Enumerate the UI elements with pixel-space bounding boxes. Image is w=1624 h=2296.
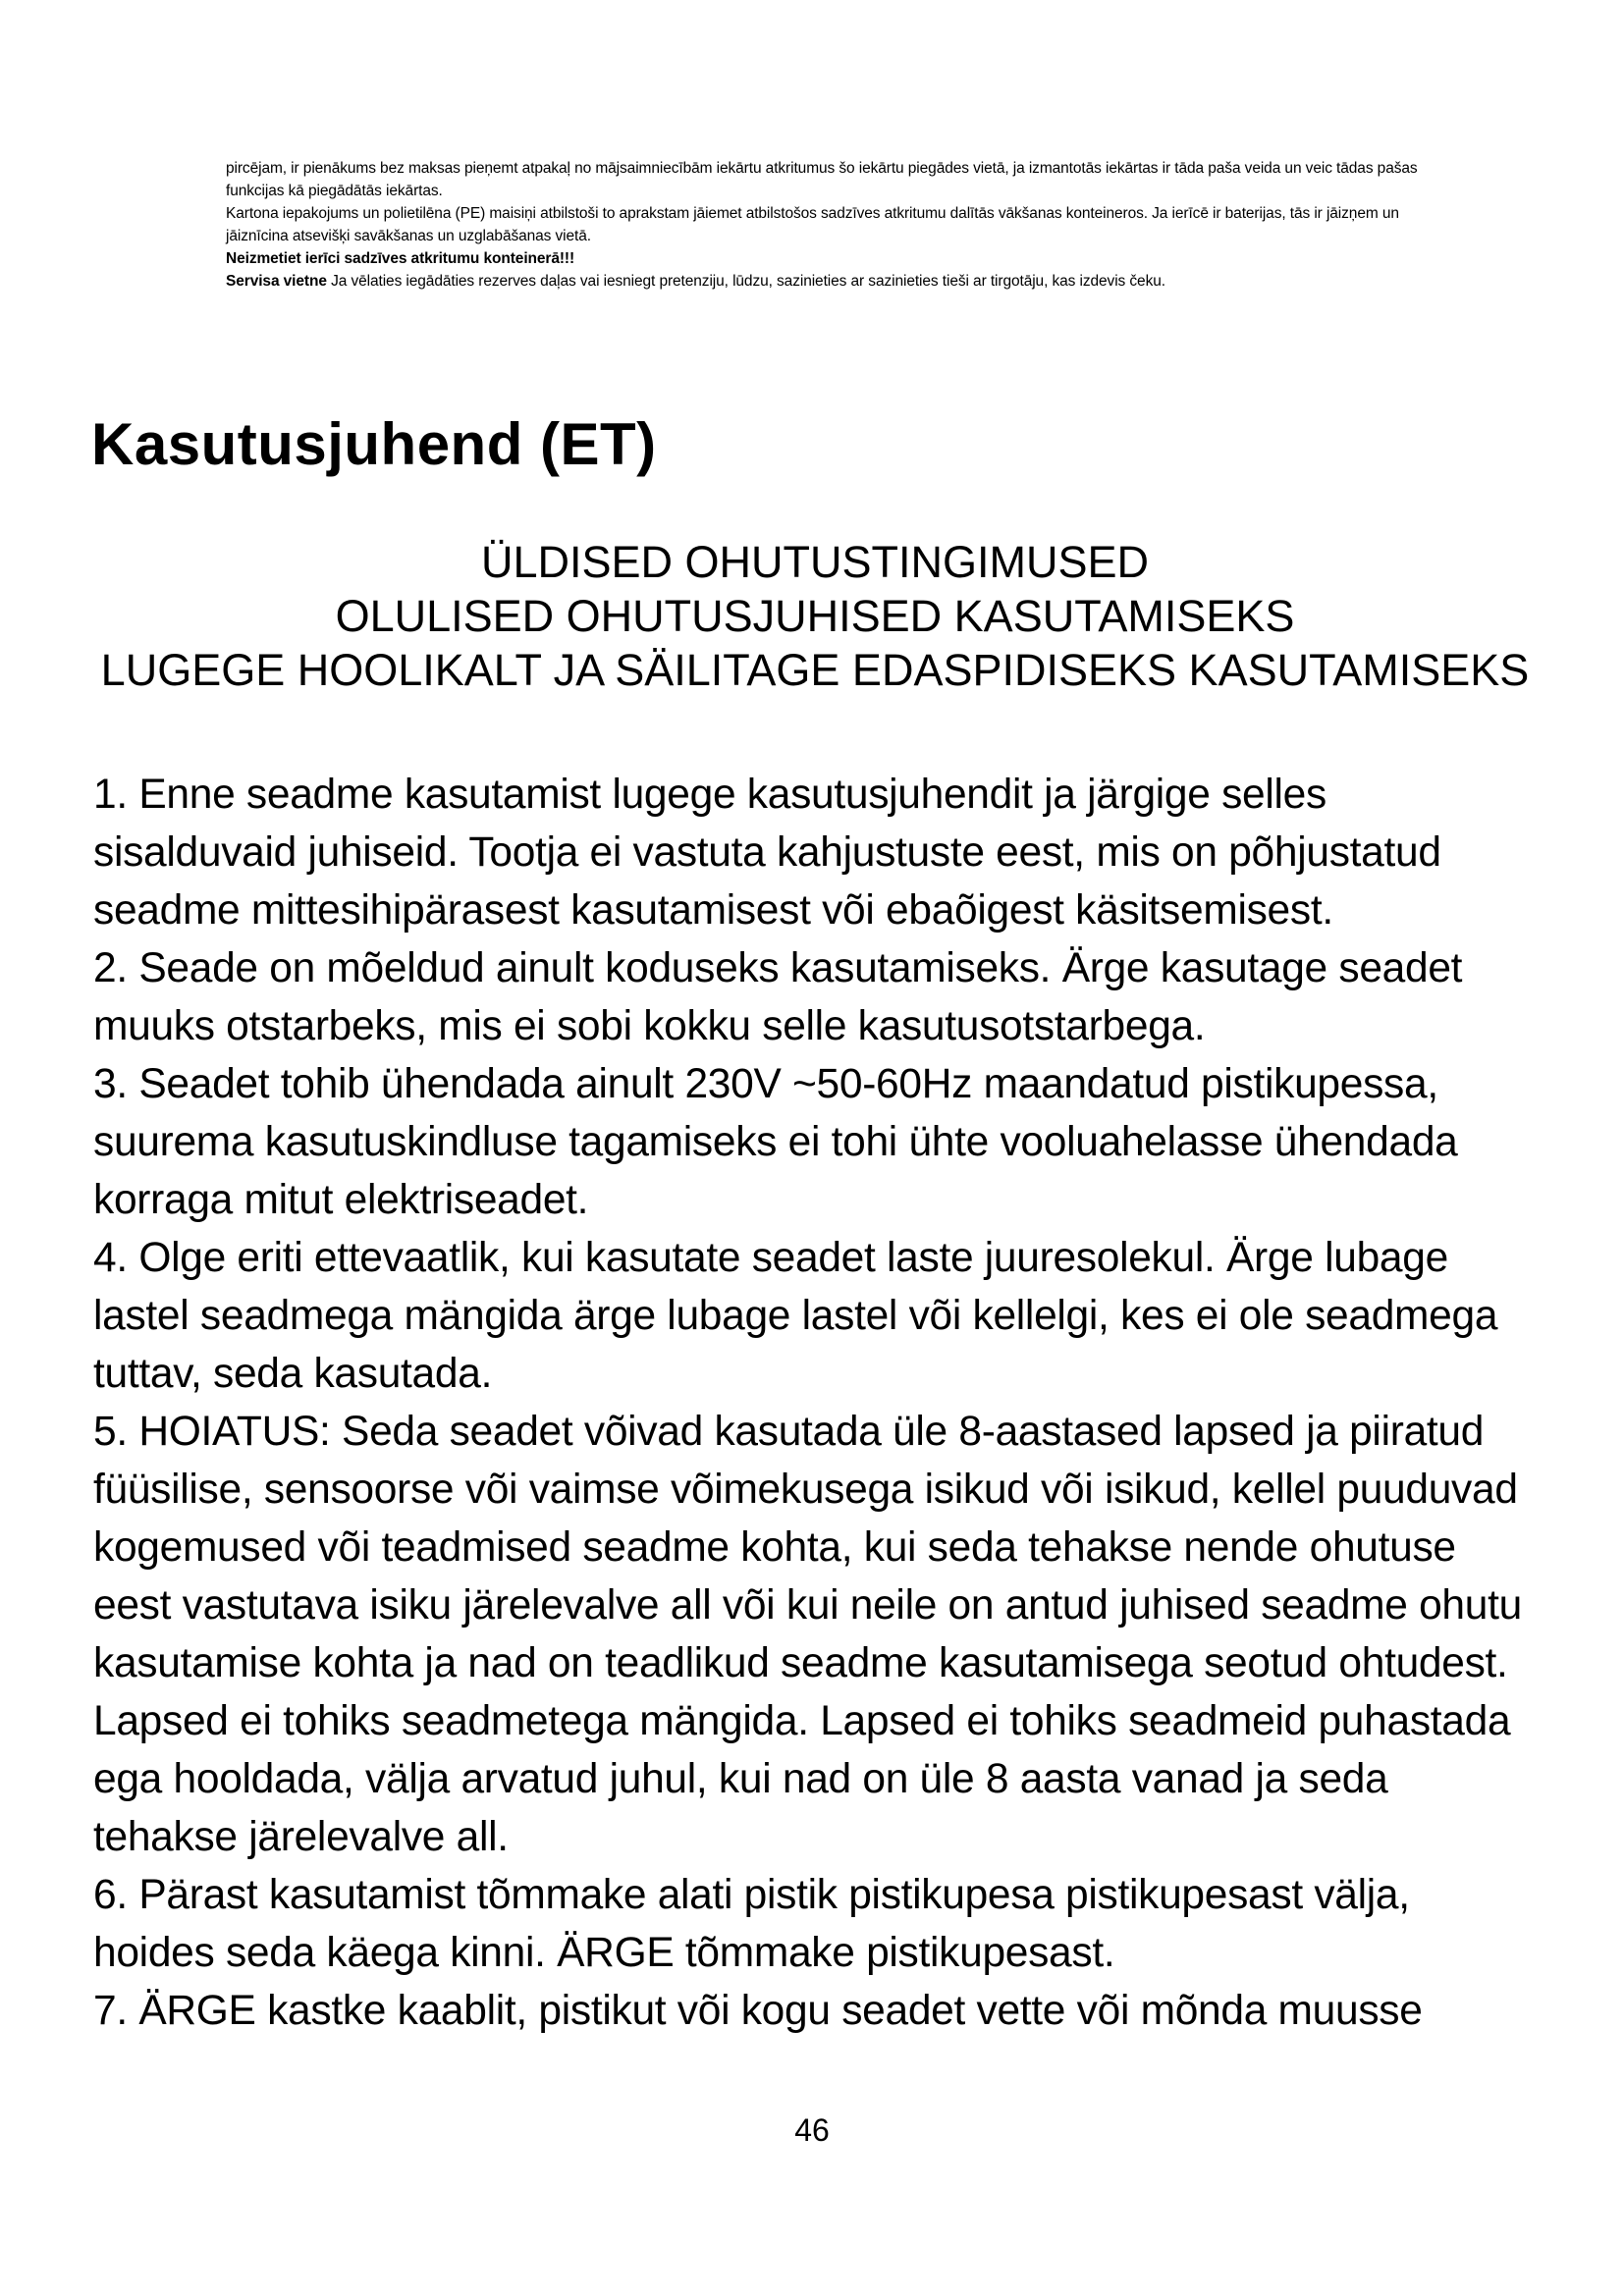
page-title: Kasutusjuhend (ET) bbox=[91, 411, 657, 477]
fineprint-paragraph-packaging: Kartona iepakojums un polietilēna (PE) maisiņi atbilstoši to aprakstam jāiemet atbilstošos sadzīves atkritumu dalītās vākšanas konteineros. Ja ierīcē ir baterijas, tās ir jāizņem un jāiznīcina atsevišķi savākšanas un uzglabāšanas vietā. bbox=[226, 205, 1399, 244]
fineprint-paragraph-return: pircējam, ir pienākums bez maksas pieņemt atpakaļ no mājsaimniecībām iekārtu atkritumus šo iekārtu piegādes vietā, ja izmantotās iekārtas ir tāda paša veida un veic tādas pašas funkcijas kā piegādātās iekārtas. bbox=[226, 160, 1418, 199]
fineprint-warning bbox=[226, 247, 1463, 270]
instruction-item: 6. Pärast kasutamist tõmmake alati pistik pistikupesa pistikupesast välja, hoides seda käega kinni. ÄRGE tõmmake pistikupesast. bbox=[93, 1872, 1410, 1976]
heading-general-safety: ÜLDISED OHUTUSTINGIMUSED bbox=[480, 537, 1150, 587]
instruction-item: 4. Olge eriti ettevaatlik, kui kasutate seadet laste juuresolekul. Ärge lubage lastel seadmega mängida ärge lubage lastel või kellelgi, kes ei ole seadmega tuttav, seda kasutada. bbox=[93, 1235, 1498, 1397]
instruction-item: 1. Enne seadme kasutamist lugege kasutusjuhendit ja järgige selles sisalduvaid juhiseid. Tootja ei vastuta kahjustuste eest, mis on põhjustatud seadme mittesihipärasest kasutamisest või ebaõigest käsitsemisest. bbox=[93, 772, 1441, 934]
fineprint-service-label: Servisa vietne bbox=[226, 273, 327, 290]
fineprint-service-text: Ja vēlaties iegādāties rezerves daļas vai iesniegt pretenziju, lūdzu, sazinieties ar sazinieties tieši ar tirgotāju, kas izdevis čeku. bbox=[326, 273, 1165, 290]
fineprint-service bbox=[226, 270, 1463, 293]
safety-instructions-list bbox=[93, 766, 1527, 2040]
instruction-item: 2. Seade on mõeldud ainult koduseks kasutamiseks. Ärge kasutage seadet muuks otstarbeks, mis ei sobi kokku selle kasutusotstarbega. bbox=[93, 945, 1463, 1049]
safety-headings bbox=[59, 535, 1571, 697]
instruction-item: 7. ÄRGE kastke kaablit, pistikut või kogu seadet vette või mõnda muusse bbox=[93, 1988, 1423, 2034]
page-number: 46 bbox=[794, 2112, 830, 2148]
latvian-disposal-notice bbox=[226, 157, 1463, 293]
instruction-item: 5. HOIATUS: Seda seadet võivad kasutada üle 8-aastased lapsed ja piiratud füüsilise, sensoorse või vaimse võimekusega isikud või isikud, kellel puuduvad kogemused või teadmised seadme kohta, kui seda tehakse nende ohutuse eest vastutava isiku järelevalve all või kui neile on antud juhised seadme ohutu kasutamise kohta ja nad on teadlikud seadme kasutamisega seotud ohtudest. Lapsed ei tohiks seadmetega mängida. Lapsed ei tohiks seadmeid puhastada ega hooldada, välja arvatud juhul, kui nad on üle 8 aasta vanad ja seda tehakse järelevalve all. bbox=[93, 1409, 1522, 1860]
fineprint-warning-text: Neizmetiet ierīci sadzīves atkritumu konteinerā!!! bbox=[226, 250, 575, 267]
heading-important-instructions: OLULISED OHUTUSJUHISED KASUTAMISEKS bbox=[335, 591, 1295, 641]
heading-read-carefully: LUGEGE HOOLIKALT JA SÄILITAGE EDASPIDISEKS KASUTAMISEKS bbox=[100, 645, 1530, 695]
instruction-item: 3. Seadet tohib ühendada ainult 230V ~50-60Hz maandatud pistikupessa, suurema kasutuskindluse tagamiseks ei tohi ühte vooluahelasse ühendada korraga mitut elektriseadet. bbox=[93, 1061, 1458, 1223]
